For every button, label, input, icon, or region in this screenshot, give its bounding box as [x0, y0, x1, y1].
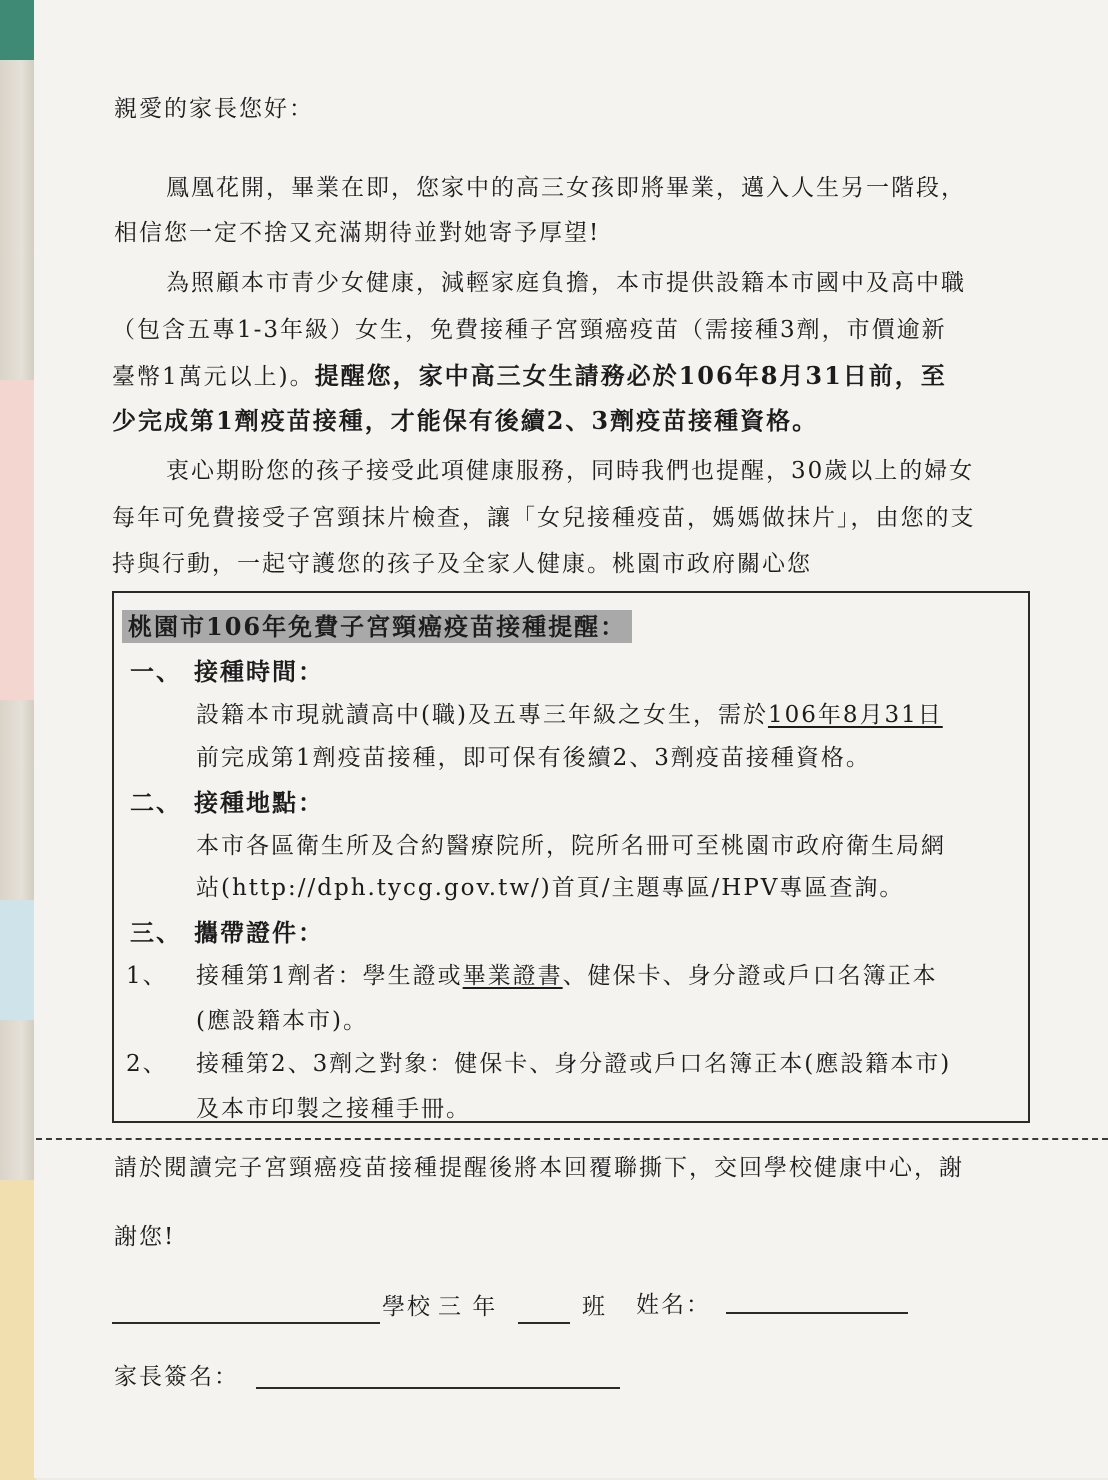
- paragraph-2-line-3: [112, 361, 947, 392]
- section-2-number: 二、: [130, 788, 182, 817]
- reply-line-1: 請於閱讀完子宮頸癌疫苗接種提醒後將本回覆聯撕下，交回學校健康中心，謝: [114, 1155, 964, 1181]
- grade-label: 三 年: [438, 1294, 498, 1320]
- item-2-line-2: 及本市印製之接種手冊。: [196, 1096, 471, 1122]
- desk-object-green: [0, 0, 36, 60]
- desk-object-yellow: [0, 1180, 36, 1480]
- item-1-number: 1、: [126, 963, 168, 989]
- section-1-heading: 接種時間：: [194, 657, 324, 686]
- section-2-heading: 接種地點：: [194, 788, 324, 817]
- name-label: 姓名：: [636, 1292, 711, 1318]
- paragraph-1-line-1: 鳳凰花開，畢業在即，您家中的高三女孩即將畢業，邁入人生另一階段，: [166, 175, 966, 201]
- paragraph-2-line-3-normal: 臺幣1萬元以上)。: [112, 364, 315, 390]
- item-1-text-b: 、健保卡、身分證或戶口名簿正本: [562, 963, 938, 989]
- section-3-number: 三、: [130, 918, 182, 947]
- parent-signature-blank[interactable]: [256, 1387, 620, 1389]
- school-label: 學校: [382, 1294, 432, 1320]
- reply-line-2: 謝您!: [114, 1224, 176, 1250]
- item-1-text-a: 接種第1劑者：學生證或: [196, 963, 463, 989]
- class-number-blank[interactable]: [518, 1322, 570, 1324]
- section-2-line-1: 本市各區衛生所及合約醫療院所，院所名冊可至桃園市政府衛生局網: [196, 833, 946, 859]
- section-1-text: 設籍本市現就讀高中(職)及五專三年級之女生，需於: [196, 702, 768, 728]
- paragraph-3-line-3: 持與行動，一起守護您的孩子及全家人健康。桃園市政府關心您: [112, 551, 812, 577]
- reminder-bold: 提醒您，家中高三女生請務必於106年8月31日前，至: [314, 361, 947, 390]
- greeting: 親愛的家長您好：: [114, 96, 314, 122]
- notice-title-highlight: 桃園市106年免費子宮頸癌疫苗接種提醒：: [122, 610, 632, 643]
- paragraph-3-line-2: 每年可免費接受子宮頸抹片檢查，讓「女兒接種疫苗，媽媽做抹片」，由您的支: [112, 505, 976, 531]
- tear-off-dashed-line: [36, 1138, 1108, 1140]
- notice-title: [122, 612, 632, 642]
- section-1-line-2: 前完成第1劑疫苗接種，即可保有後續2、3劑疫苗接種資格。: [196, 745, 871, 771]
- paragraph-2-line-2: （包含五專1-3年級）女生，免費接種子宮頸癌疫苗（需接種3劑，市價逾新: [112, 317, 947, 343]
- student-name-blank[interactable]: [726, 1312, 908, 1314]
- reminder-bold-line-2: 少完成第1劑疫苗接種，才能保有後續2、3劑疫苗接種資格。: [112, 406, 819, 435]
- desk-background: [0, 0, 36, 1478]
- paragraph-2-line-1: 為照顧本市青少女健康，減輕家庭負擔，本市提供設籍本市國中及高中職: [166, 270, 966, 296]
- parent-signature-label: 家長簽名：: [114, 1364, 239, 1390]
- paragraph-3-line-1: 衷心期盼您的孩子接受此項健康服務，同時我們也提醒，30歲以上的婦女: [166, 458, 975, 484]
- graduation-certificate: 畢業證書: [462, 963, 563, 989]
- desk-object-blue: [0, 900, 36, 1020]
- school-name-blank[interactable]: [112, 1322, 380, 1324]
- class-label: 班: [582, 1294, 607, 1320]
- section-1-number: 一、: [130, 657, 182, 686]
- item-1-line-2: (應設籍本市)。: [196, 1008, 368, 1034]
- section-3-heading: 攜帶證件：: [194, 918, 324, 947]
- paragraph-1-line-2: 相信您一定不捨又充滿期待並對她寄予厚望!: [114, 220, 601, 246]
- item-1-line-1: [196, 961, 938, 991]
- item-2-number: 2、: [126, 1051, 168, 1077]
- desk-object-pink: [0, 380, 36, 700]
- section-1-line-1: [196, 700, 943, 730]
- section-2-line-2: 站(http://dph.tycg.gov.tw/)首頁/主題專區/HPV專區查詢。: [196, 875, 905, 901]
- deadline-date: 106年8月31日: [767, 702, 943, 728]
- item-2-line-1: 接種第2、3劑之對象：健保卡、身分證或戶口名簿正本(應設籍本市): [196, 1051, 952, 1077]
